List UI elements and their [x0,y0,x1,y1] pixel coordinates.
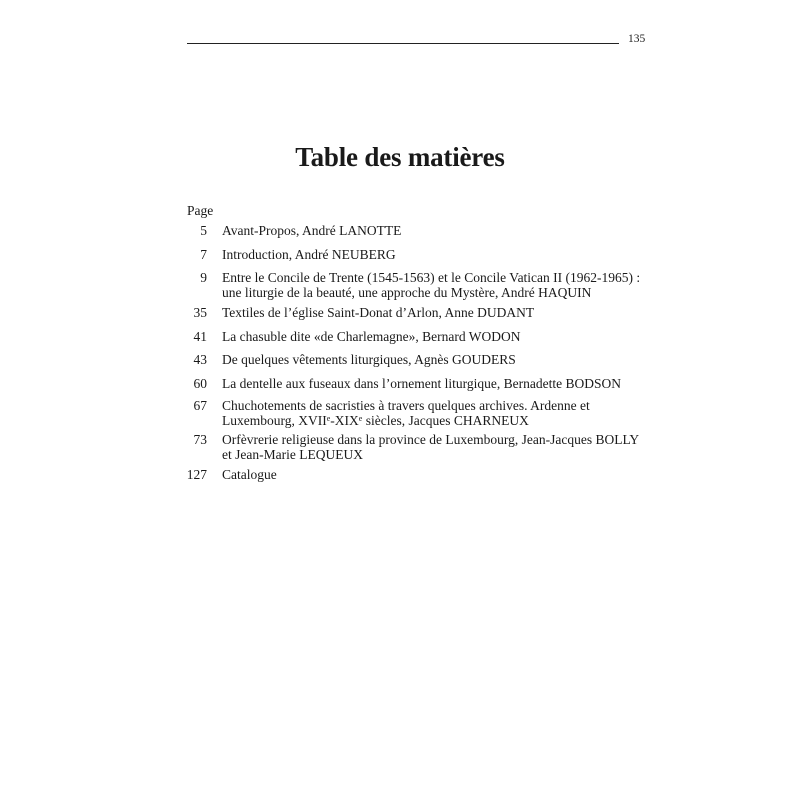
page-column-label: Page [187,203,214,218]
toc-title [222,352,642,367]
page-title: Table des matières [295,142,505,172]
toc-title [222,247,642,262]
toc-title-line: La chasuble dite «de Charlemagne», Bernard WODON [222,329,521,344]
toc-title-line: une liturgie de la beauté, une approche du Mystère, André HAQUIN [222,285,592,300]
toc-title-line: Avant-Propos, André LANOTTE [222,223,402,238]
toc-page-number: 43 [193,352,207,367]
toc-page-number: 9 [200,270,207,285]
toc-page-number: 60 [193,376,207,391]
toc-page-number: 73 [193,432,207,447]
toc-title-line: Entre le Concile de Trente (1545-1563) et le Concile Vatican II (1962-1965) : [222,270,641,285]
toc-title-line: De quelques vêtements liturgiques, Agnès GOUDERS [222,352,516,367]
toc-page-number: 67 [193,398,207,413]
toc-title [222,398,642,428]
superscript: e [358,414,363,423]
toc-page-number: 7 [200,247,207,262]
toc-page-number: 127 [186,467,207,482]
toc-title-segment: siècles, Jacques CHARNEUX [362,413,529,428]
toc-title-segment: Luxembourg, XVII [222,413,327,428]
toc-title [222,432,642,462]
toc-title-line: Catalogue [222,467,277,482]
toc-title [222,270,642,300]
toc-title [222,305,642,320]
toc-page-number: 41 [193,329,207,344]
toc-title-segment: -XIX [330,413,359,428]
toc-page-number: 35 [193,305,207,320]
superscript: e [326,414,331,423]
toc-title-line: et Jean-Marie LEQUEUX [222,447,363,462]
toc-title-line: Chuchotements de sacristies à travers quelques archives. Ardenne et [222,398,590,413]
toc-title-line: La dentelle aux fuseaux dans l’ornement liturgique, Bernadette BODSON [222,376,622,391]
toc-title [222,467,642,482]
toc-title [222,223,642,238]
toc-title-line: Introduction, André NEUBERG [222,247,396,262]
toc-title [222,329,642,344]
header-rule [187,43,619,44]
toc-page-number: 5 [200,223,207,238]
toc-title-line: Textiles de l’église Saint-Donat d’Arlon, Anne DUDANT [222,305,535,320]
toc-title [222,376,642,391]
toc-title-line [222,413,642,428]
page-number: 135 [628,33,646,45]
toc-title-line: Orfèvrerie religieuse dans la province de Luxembourg, Jean-Jacques BOLLY [222,432,640,447]
